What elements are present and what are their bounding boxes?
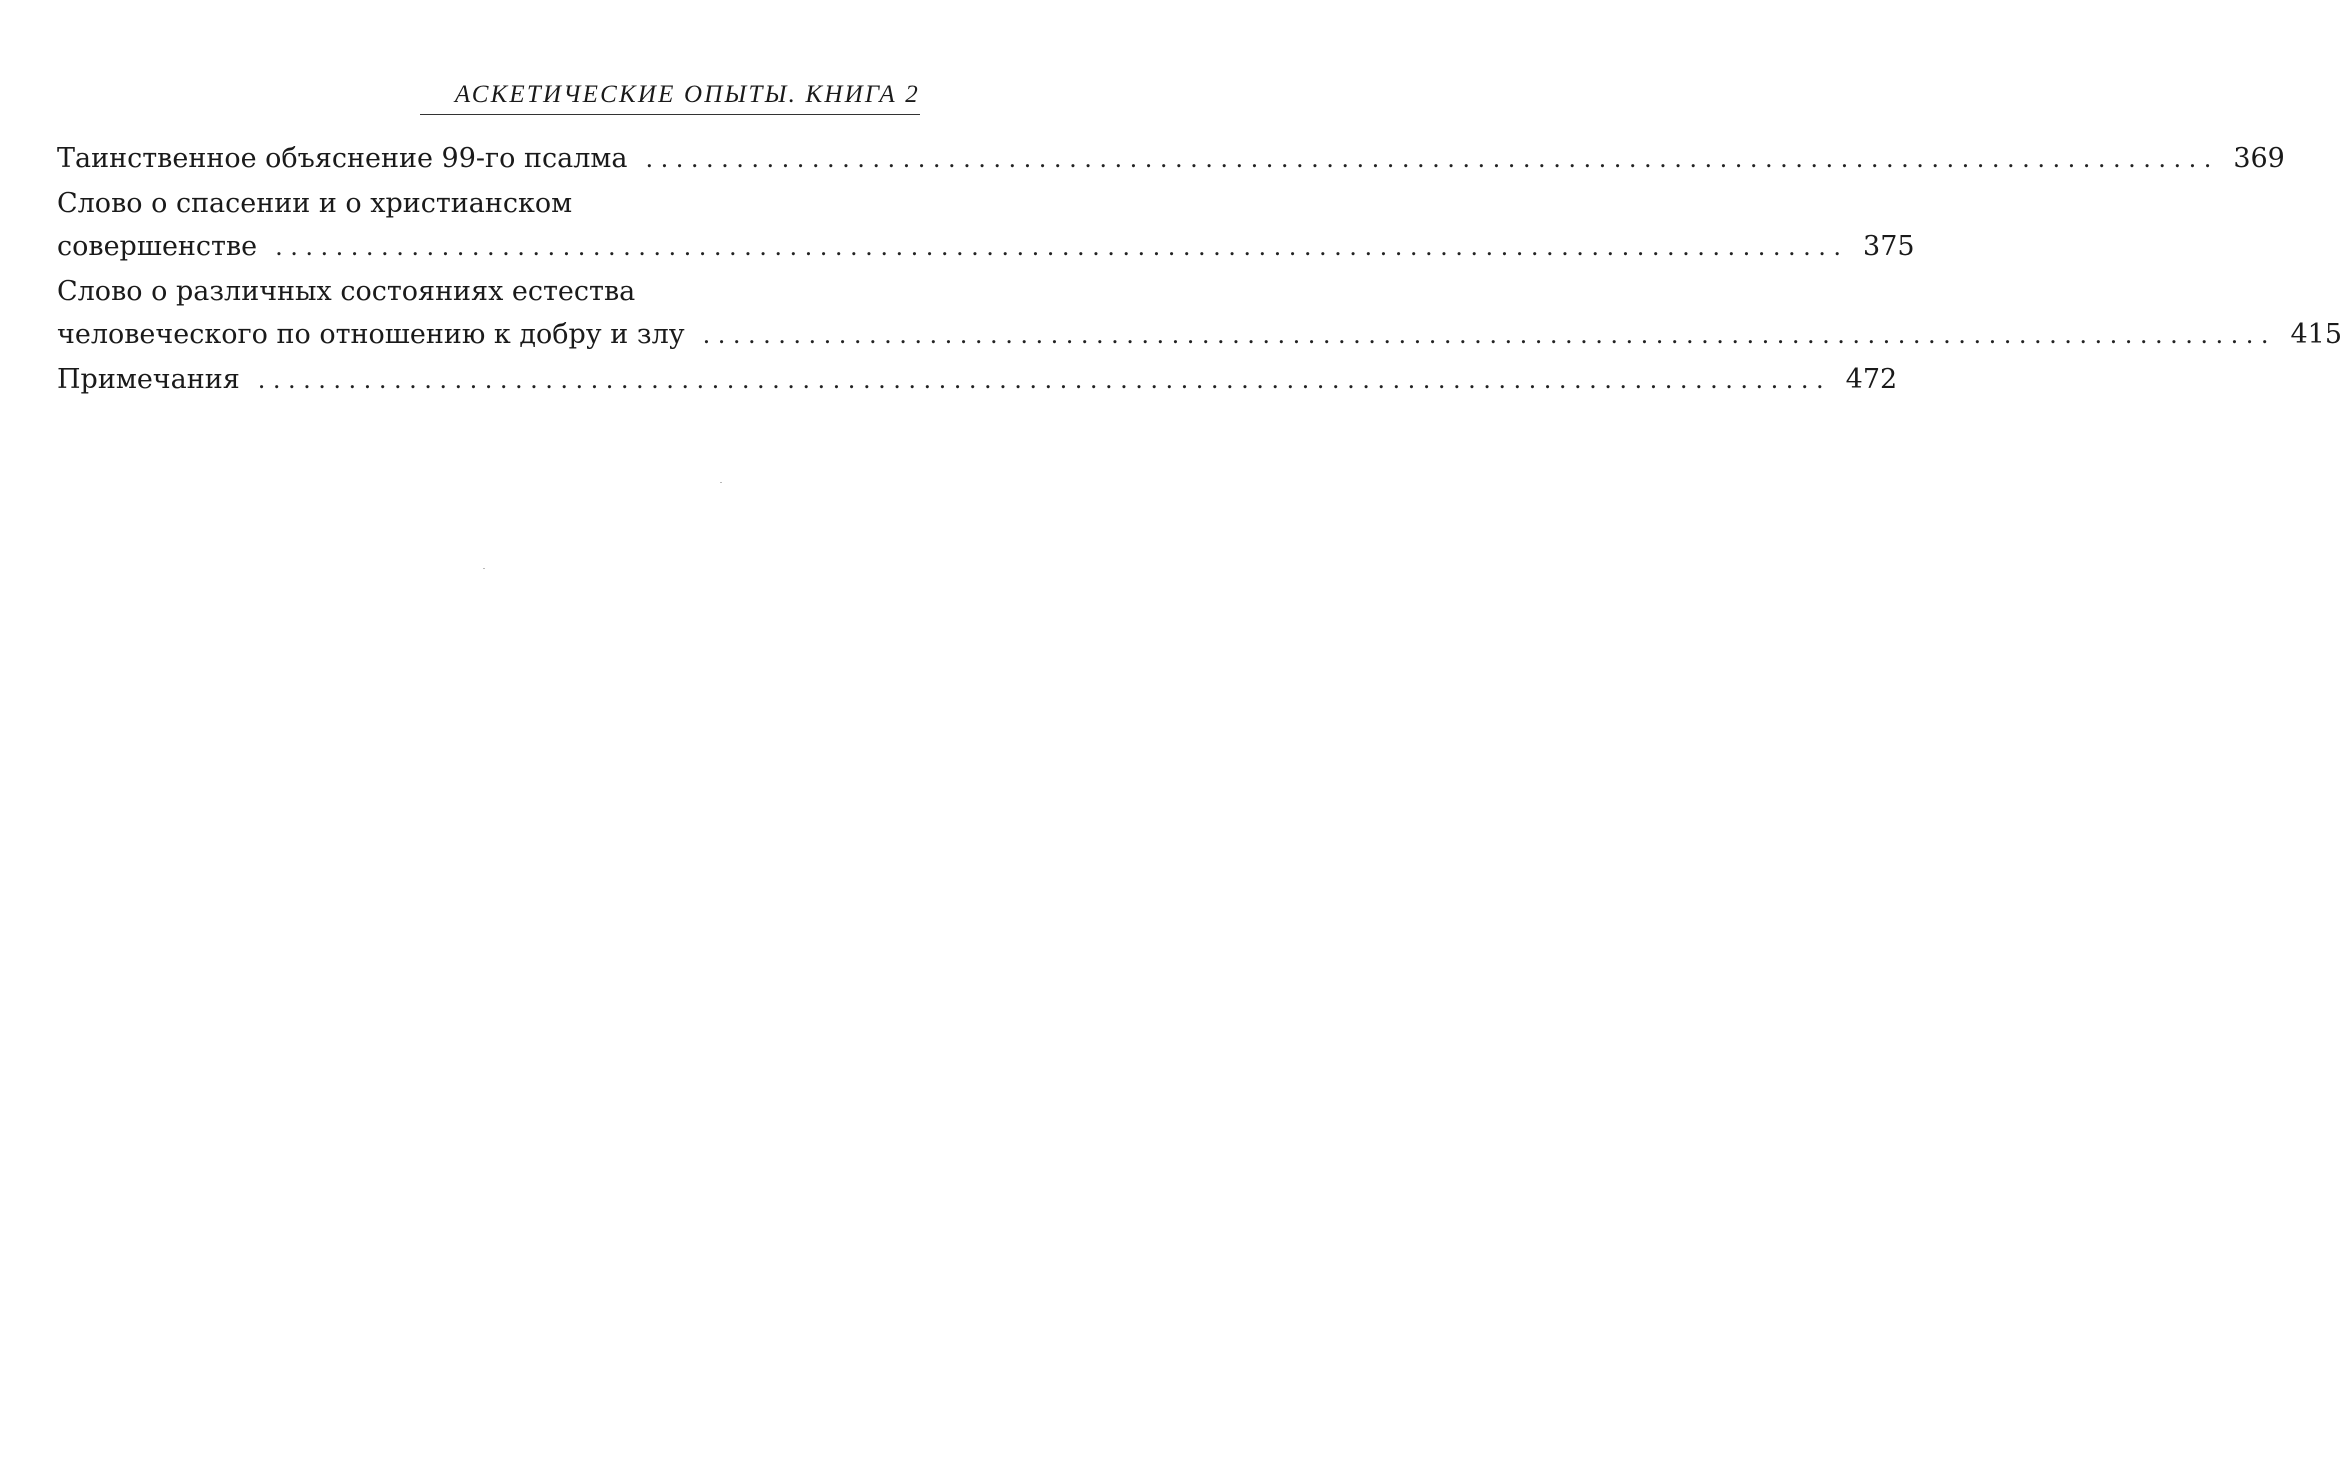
toc-entry-human-nature	[57, 270, 2342, 358]
dot-leader: ........................................................................................................	[702, 321, 2277, 349]
toc-entry-title: Примечания	[57, 363, 240, 395]
toc-entry-title: Слово о различных состояниях естества	[57, 275, 636, 307]
toc-entry-line	[57, 358, 1898, 403]
dot-leader: ........................................................................................................	[645, 145, 2219, 173]
dot-leader: ........................................................................................................	[257, 365, 1832, 394]
toc-entry-title: Слово о спасении и о христианском	[57, 187, 573, 219]
toc-entry-line	[57, 137, 2285, 182]
toc-page-number: 415	[2290, 319, 2342, 350]
scan-speck	[720, 482, 722, 483]
toc-entry-line	[57, 225, 1915, 270]
toc-entry-line	[57, 182, 919, 226]
toc-entry-title: Таинственное объяснение 99-го псалма	[57, 143, 628, 174]
toc-page-number: 369	[2233, 143, 2285, 174]
toc-entry-notes	[57, 358, 1898, 403]
toc-page-number: 375	[1863, 231, 1915, 262]
toc-entry-line	[57, 270, 919, 314]
toc-entry-title-continued: совершенстве	[57, 231, 258, 262]
table-of-contents	[57, 137, 2342, 402]
toc-entry-psalm-99	[57, 137, 2285, 182]
toc-page-number: 472	[1845, 363, 1898, 395]
scan-speck	[483, 568, 485, 569]
running-head: АСКЕТИЧЕСКИЕ ОПЫТЫ. КНИГА 2	[420, 80, 920, 115]
toc-entry-line	[57, 313, 2342, 358]
dot-leader: ........................................................................................................	[275, 233, 1849, 261]
toc-entry-salvation	[57, 182, 1915, 270]
toc-entry-title-continued: человеческого по отношению к добру и злу	[57, 319, 685, 350]
